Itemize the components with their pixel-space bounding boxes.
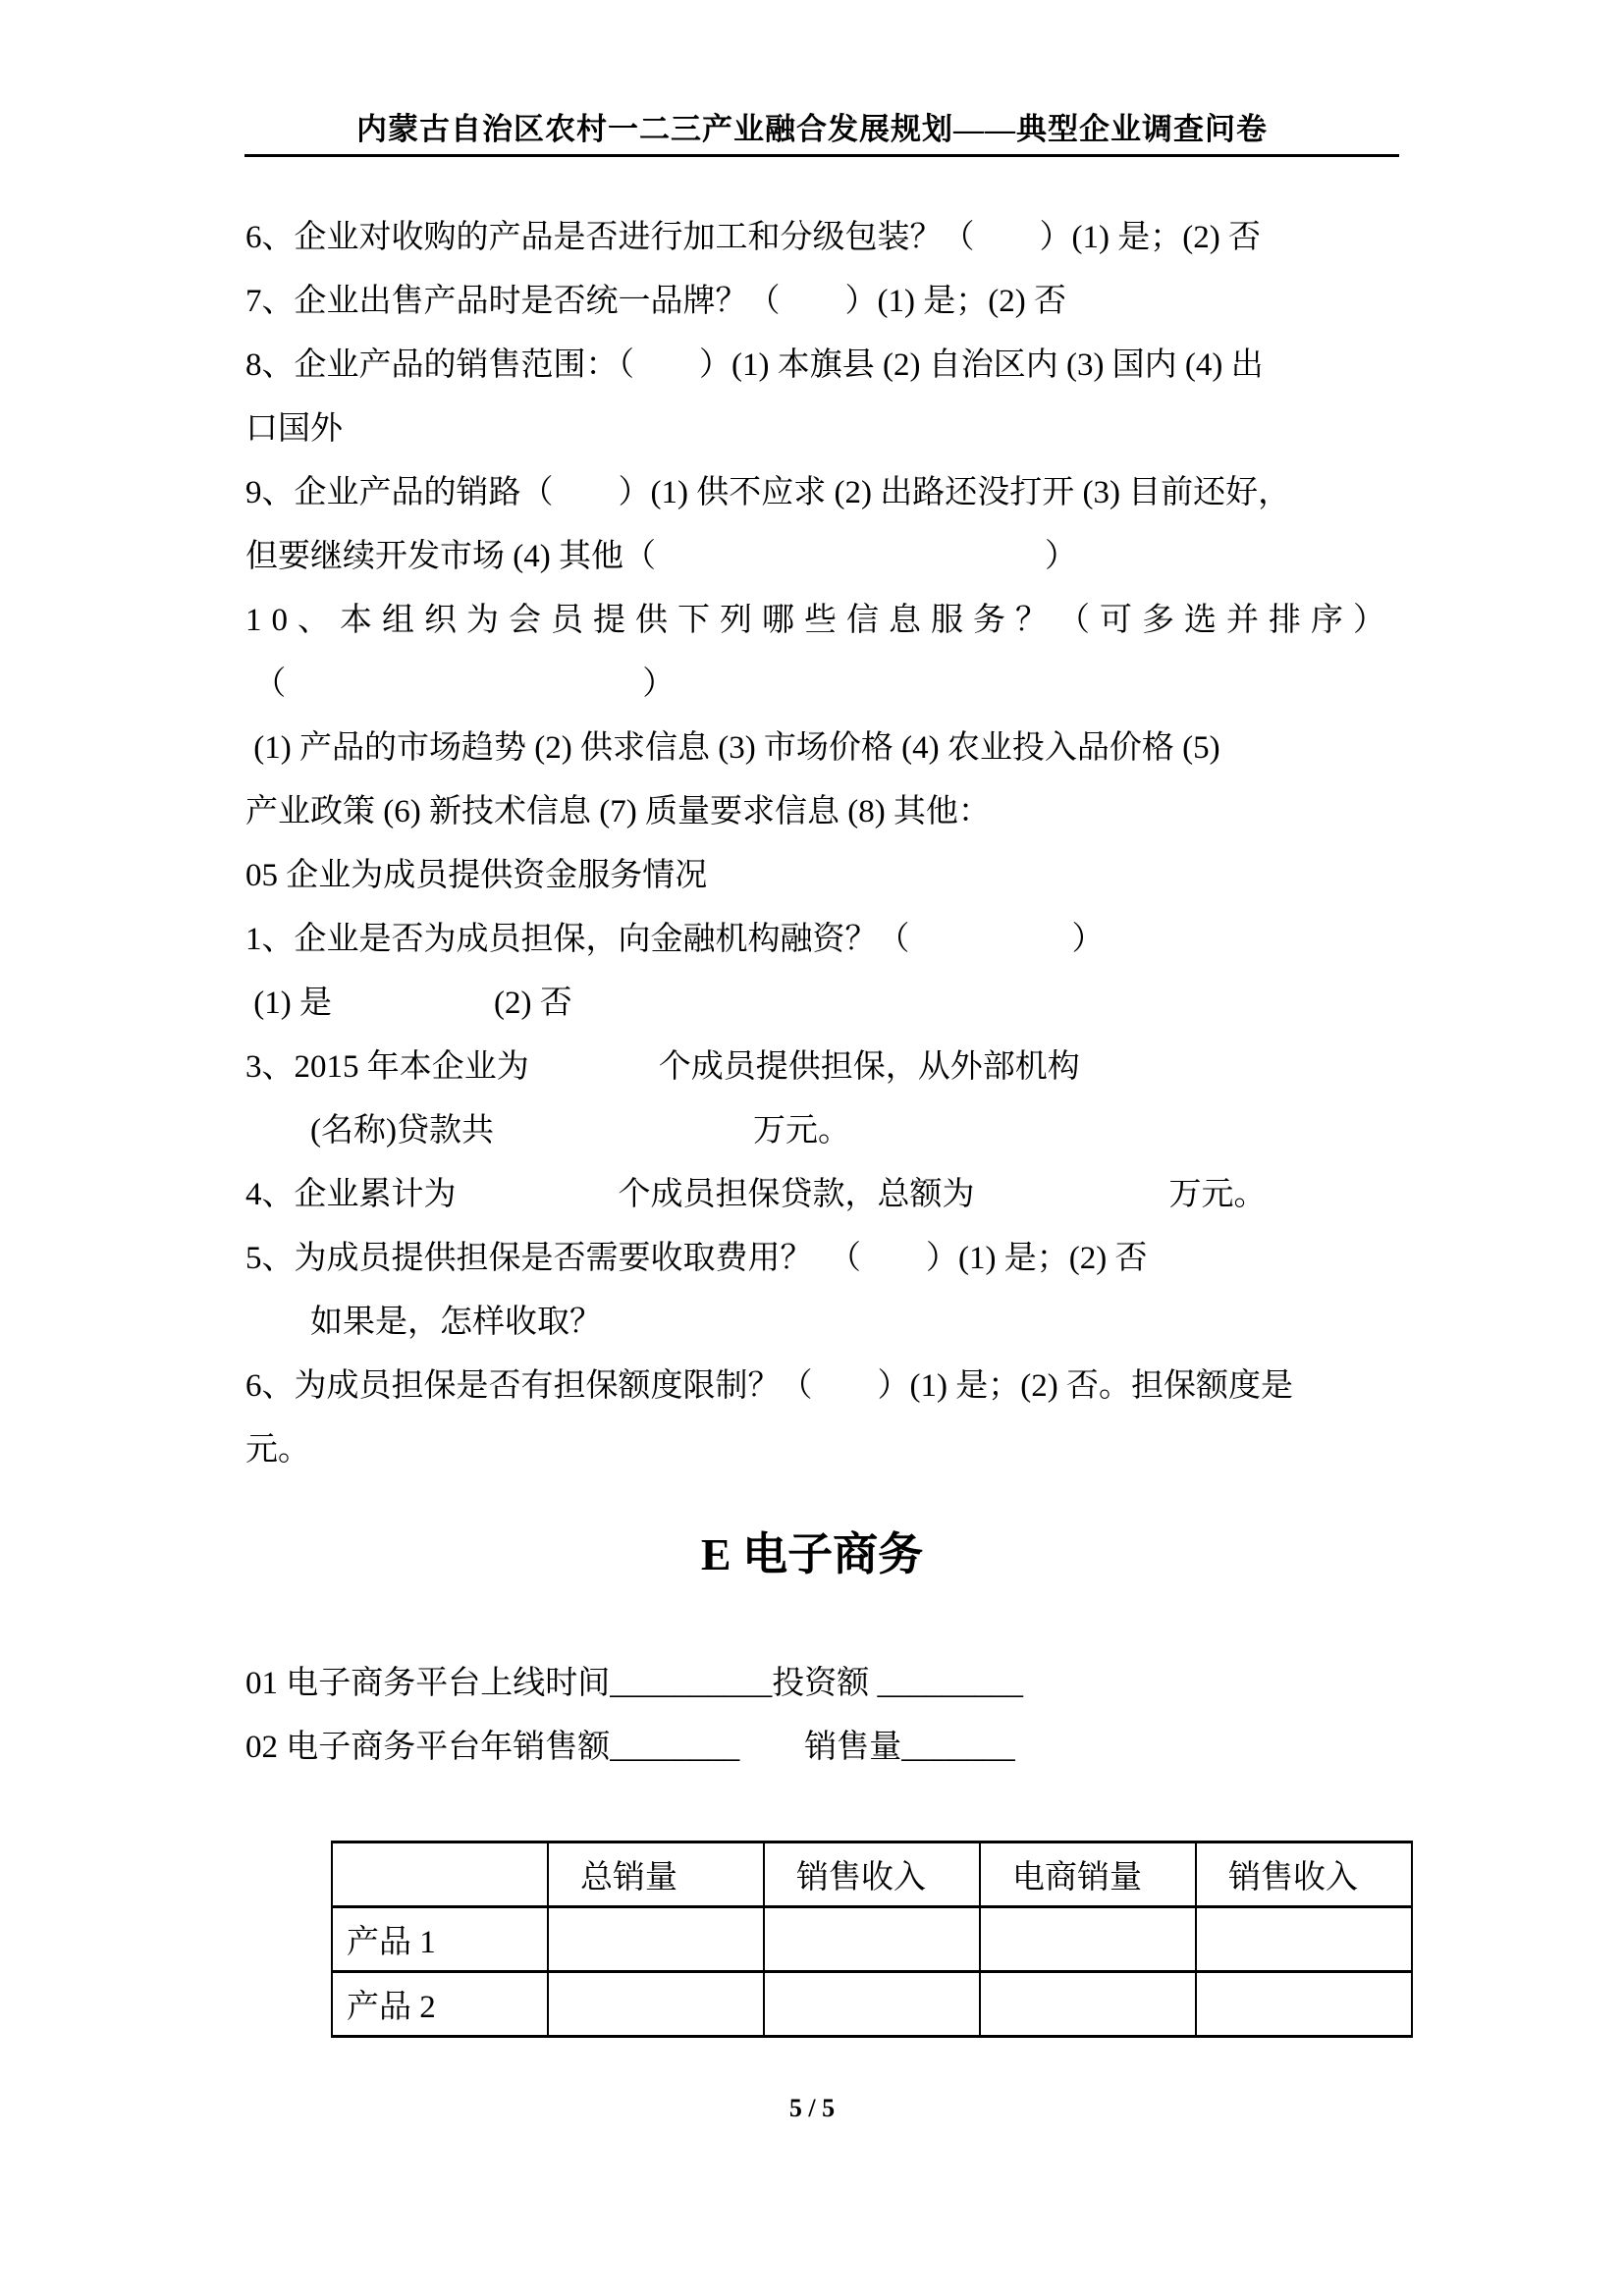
ecommerce-line-01-launch-time-investment: 01 电子商务平台上线时间__________投资额 _________ — [245, 1666, 1023, 1701]
question-6-guarantee-limit-cont: 元。 — [245, 1432, 310, 1468]
product-2-sales-revenue-cell — [764, 1972, 980, 2037]
table-header-row — [332, 1842, 1412, 1907]
question-9-sales-outlet: 9、企业产品的销路（ ）(1) 供不应求 (2) 出路还没打开 (3) 目前还好， — [245, 475, 1291, 510]
question-3-loan-amount-cont: (名称)贷款共 万元。 — [245, 1113, 850, 1148]
product-1-sales-revenue-cell — [764, 1907, 980, 1972]
page-number: 5 / 5 — [788, 2094, 836, 2122]
page-header-title: 内蒙古自治区农村一二三产业融合发展规划——典型企业调查问卷 — [356, 112, 1268, 146]
question-1-yes-no-options: (1) 是 (2) 否 — [245, 986, 572, 1021]
product-1-total-sales-cell — [548, 1907, 764, 1972]
product-1-ecommerce-sales-cell — [980, 1907, 1196, 1972]
ecommerce-line-02-annual-sales: 02 电子商务平台年销售额________ 销售量_______ — [245, 1730, 1015, 1765]
row-label-product-1: 产品 1 — [332, 1907, 548, 1972]
table-header-empty-cell — [332, 1842, 548, 1907]
question-1-guarantee-financing: 1、企业是否为成员担保，向金融机构融资？（ ） — [245, 922, 1105, 957]
table-row-product-2 — [332, 1972, 1412, 2037]
question-9-sales-outlet-cont: 但要继续开发市场 (4) 其他（ ） — [245, 539, 1077, 574]
table-header-ecommerce-sales-revenue: 销售收入 — [1196, 1842, 1412, 1907]
question-10-options-line2: 产业政策 (6) 新技术信息 (7) 质量要求信息 (8) 其他： — [245, 794, 991, 829]
header-divider-rule — [244, 154, 1399, 157]
table-header-sales-revenue: 销售收入 — [764, 1842, 980, 1907]
question-10-info-services: 10、本组织为会员提供下列哪些信息服务？（可多选并排序） — [245, 603, 1395, 638]
questionnaire-body — [245, 206, 1414, 1482]
product-2-total-sales-cell — [548, 1972, 764, 2037]
row-label-product-2: 产品 2 — [332, 1972, 548, 2037]
question-6-processing-packaging: 6、企业对收购的产品是否进行加工和分级包装？（ ）(1) 是；(2) 否 — [245, 220, 1261, 255]
section-e-ecommerce-heading: E 电子商务 — [700, 1529, 924, 1579]
question-6-guarantee-limit: 6、为成员担保是否有担保额度限制？（ ）(1) 是；(2) 否。担保额度是 — [245, 1368, 1293, 1404]
table-header-total-sales-volume: 总销量 — [548, 1842, 764, 1907]
question-5-guarantee-fee: 5、为成员提供担保是否需要收取费用？ （ ）(1) 是；(2) 否 — [245, 1241, 1148, 1276]
section-05-funding-services-title: 05 企业为成员提供资金服务情况 — [245, 858, 708, 893]
question-5-how-to-charge: 如果是，怎样收取？ — [245, 1305, 602, 1340]
question-8-sales-range: 8、企业产品的销售范围：（ ）(1) 本旗县 (2) 自治区内 (3) 国内 (4) 出 — [245, 347, 1264, 383]
product-2-ecommerce-sales-cell — [980, 1972, 1196, 2037]
question-3-guarantee-2015: 3、2015 年本企业为 个成员提供担保，从外部机构 — [245, 1049, 1080, 1085]
product-2-ecommerce-revenue-cell — [1196, 1972, 1412, 2037]
question-10-options-line1: (1) 产品的市场趋势 (2) 供求信息 (3) 市场价格 (4) 农业投入品价格 (5) — [245, 730, 1220, 766]
table-row-product-1 — [332, 1907, 1412, 1972]
question-8-sales-range-cont: 口国外 — [245, 411, 343, 447]
question-4-cumulative-guarantee: 4、企业累计为 个成员担保贷款，总额为 万元。 — [245, 1177, 1267, 1212]
question-10-answer-blank: （ ） — [245, 667, 676, 702]
question-7-unified-brand: 7、企业出售产品时是否统一品牌？（ ）(1) 是；(2) 否 — [245, 284, 1066, 319]
product-1-ecommerce-revenue-cell — [1196, 1907, 1412, 1972]
ecommerce-products-table — [331, 1841, 1413, 2038]
table-header-ecommerce-sales-volume: 电商销量 — [980, 1842, 1196, 1907]
